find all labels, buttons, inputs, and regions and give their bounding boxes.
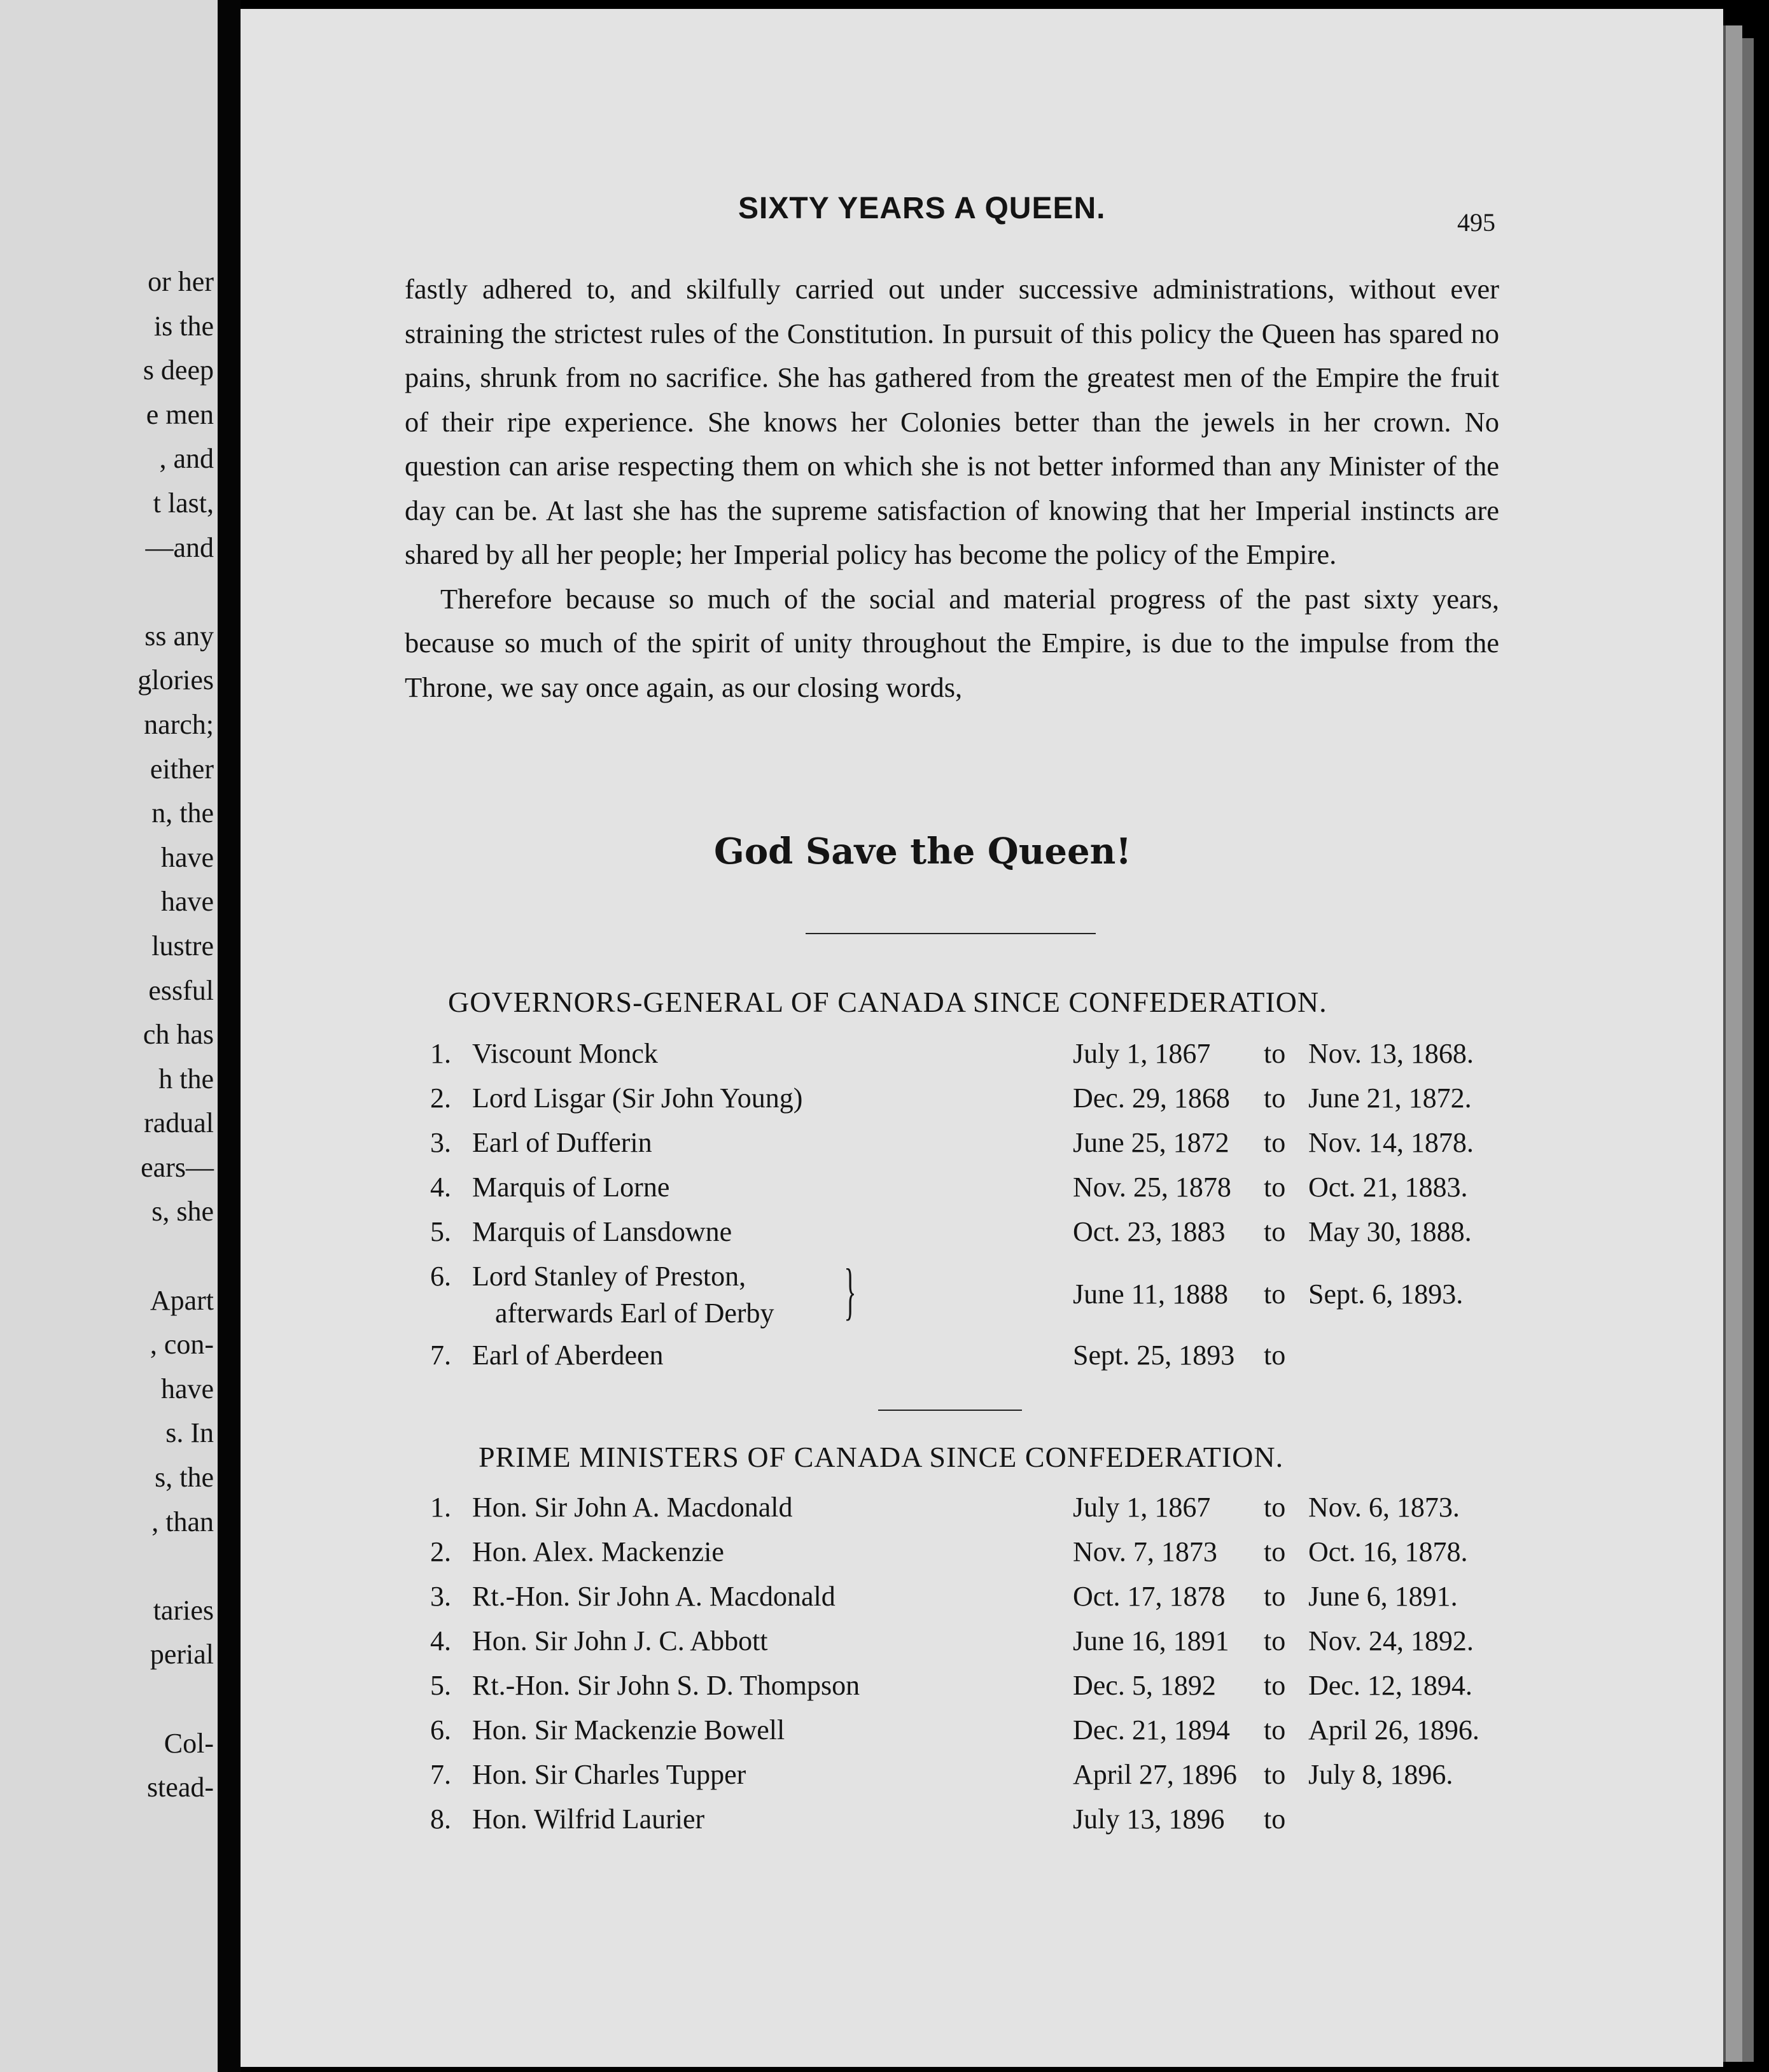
paragraph: fastly adhered to, and skilfully carried out under successive administrations, without ever straining the strictest rules of the Constitution. In pursuit of this policy the Queen has spared no pains, shrunk from no sacrifice. She has gathered from the greatest men of the Empire the fruit of their ripe experience. She knows her Colonies better than the jewels in her crown. No question can arise respecting them on which she is not better informed than any Minister of the day can be. At last she has the supreme satisfaction of knowing that her Imperial instincts are shared by all her people; her Imperial policy has become the policy of the Empire. — [405, 273, 1499, 570]
name-line-2: afterwards Earl of Derby — [495, 1298, 774, 1329]
paragraph: Therefore because so much of the social and material progress of the past sixty years, because so much of the spirit of unity throughout the Empire, is due to the impulse from the Throne, we say once again, as our closing words, — [405, 582, 1499, 703]
item-number: 5. — [430, 1216, 451, 1247]
fragment-line: s. In — [165, 1417, 214, 1449]
fragment-line: h the — [158, 1063, 214, 1095]
term-end: April 26, 1896. — [1308, 1714, 1479, 1746]
term-to-word: to — [1264, 1625, 1286, 1656]
governors-general-list — [430, 1032, 1499, 1378]
item-number: 1. — [430, 1492, 451, 1523]
term-to-word: to — [1264, 1803, 1286, 1835]
name-line: Earl of Aberdeen — [472, 1340, 664, 1371]
term-dates — [1073, 1708, 1479, 1753]
previous-page-fragment — [0, 0, 218, 2072]
name-line: Hon. Sir John A. Macdonald — [472, 1492, 793, 1523]
name-line: Hon. Sir John J. C. Abbott — [472, 1625, 768, 1656]
term-dates — [1073, 1272, 1463, 1317]
item-name — [472, 1258, 774, 1332]
term-dates — [1073, 1121, 1474, 1165]
fragment-line: Col- — [164, 1727, 214, 1759]
list-item — [430, 1619, 1499, 1663]
list-item — [430, 1076, 1499, 1121]
list-item — [430, 1708, 1499, 1753]
fragment-line: have — [160, 886, 214, 918]
fragment-line: have — [160, 1373, 214, 1404]
term-dates — [1073, 1485, 1460, 1530]
term-to-word: to — [1264, 1127, 1286, 1158]
fragment-line: —and — [145, 531, 214, 563]
item-number: 1. — [430, 1038, 451, 1069]
term-start: June 25, 1872 — [1073, 1127, 1229, 1158]
term-start: July 1, 1867 — [1073, 1038, 1211, 1069]
fragment-line: glories — [137, 664, 214, 696]
item-name — [472, 1210, 732, 1254]
name-line: Marquis of Lorne — [472, 1172, 670, 1203]
fragment-line: stead- — [146, 1772, 214, 1803]
term-dates — [1073, 1076, 1472, 1121]
item-number: 4. — [430, 1625, 451, 1656]
term-end: Oct. 21, 1883. — [1308, 1172, 1468, 1203]
item-number: 2. — [430, 1536, 451, 1567]
fragment-line: s, she — [151, 1196, 214, 1228]
book-gutter — [218, 0, 241, 2072]
term-start: Dec. 21, 1894 — [1073, 1714, 1230, 1746]
list-item — [430, 1210, 1499, 1254]
item-number: 3. — [430, 1581, 451, 1612]
term-to-word: to — [1264, 1492, 1286, 1523]
name-line: Lord Lisgar (Sir John Young) — [472, 1082, 803, 1114]
item-name — [472, 1619, 768, 1663]
brace-glyph: } — [844, 1256, 857, 1326]
term-dates — [1073, 1574, 1458, 1619]
fragment-line: ch has — [143, 1019, 214, 1051]
term-start: Nov. 7, 1873 — [1073, 1536, 1217, 1567]
item-number: 2. — [430, 1082, 451, 1114]
term-to-word: to — [1264, 1536, 1286, 1567]
item-number: 5. — [430, 1670, 451, 1701]
fragment-line: t last, — [153, 487, 214, 519]
fragment-line: e men — [146, 398, 214, 430]
term-to-word: to — [1264, 1581, 1286, 1612]
fragment-line: Apart — [150, 1284, 214, 1316]
list-item — [430, 1485, 1499, 1530]
governors-general-title: GOVERNORS-GENERAL OF CANADA SINCE CONFEDERATION. — [448, 986, 1327, 1018]
page-edge-shadow — [1742, 38, 1754, 2062]
body-text — [405, 267, 1499, 710]
term-start: Oct. 23, 1883 — [1073, 1216, 1226, 1247]
term-to-word: to — [1264, 1216, 1286, 1247]
page-edge — [1723, 25, 1742, 2062]
item-number: 6. — [430, 1714, 451, 1746]
fragment-line: is the — [153, 310, 214, 342]
running-head: SIXTY YEARS A QUEEN. — [738, 192, 1106, 225]
fragment-line — [137, 570, 214, 614]
list-item — [430, 1753, 1499, 1797]
prime-ministers-list — [430, 1485, 1499, 1842]
term-end: May 30, 1888. — [1308, 1216, 1472, 1247]
divider — [806, 933, 1096, 934]
item-number: 7. — [430, 1340, 451, 1371]
term-start: Oct. 17, 1878 — [1073, 1581, 1226, 1612]
term-end: Oct. 16, 1878. — [1308, 1536, 1468, 1567]
item-number: 8. — [430, 1803, 451, 1835]
closing-line: God Save the Queen! — [714, 830, 1131, 872]
term-end: Nov. 6, 1873. — [1308, 1492, 1460, 1523]
item-name — [472, 1797, 704, 1842]
fragment-line — [137, 1234, 214, 1278]
term-start: Dec. 29, 1868 — [1073, 1082, 1230, 1114]
name-line: Hon. Sir Charles Tupper — [472, 1759, 746, 1790]
term-to-word: to — [1264, 1340, 1286, 1371]
list-item — [430, 1333, 1499, 1378]
term-start: Nov. 25, 1878 — [1073, 1172, 1231, 1203]
fragment-line: , than — [151, 1506, 214, 1537]
item-name — [472, 1333, 664, 1378]
item-name — [472, 1753, 746, 1797]
item-name — [472, 1032, 658, 1076]
term-dates — [1073, 1165, 1468, 1210]
term-end: Nov. 14, 1878. — [1308, 1127, 1474, 1158]
name-line: Lord Stanley of Preston, — [472, 1261, 746, 1292]
prime-ministers-title: PRIME MINISTERS OF CANADA SINCE CONFEDERATION. — [479, 1441, 1284, 1473]
item-name — [472, 1708, 785, 1753]
list-item — [430, 1530, 1499, 1574]
term-to-word: to — [1264, 1759, 1286, 1790]
term-dates — [1073, 1663, 1472, 1708]
list-item — [430, 1574, 1499, 1619]
fragment-line: ears— — [141, 1151, 214, 1183]
list-item — [430, 1797, 1499, 1842]
fragment-line: s deep — [143, 354, 214, 386]
fragment-line: either — [150, 753, 214, 785]
list-item — [430, 1165, 1499, 1210]
term-end: Dec. 12, 1894. — [1308, 1670, 1472, 1701]
term-start: July 13, 1896 — [1073, 1803, 1225, 1835]
name-line: Rt.-Hon. Sir John S. D. Thompson — [472, 1670, 860, 1701]
term-dates — [1073, 1032, 1474, 1076]
term-dates — [1073, 1619, 1474, 1663]
item-name — [472, 1165, 669, 1210]
term-end: Nov. 13, 1868. — [1308, 1038, 1474, 1069]
fragment-line: , con- — [150, 1329, 214, 1361]
fragment-line: perial — [150, 1639, 214, 1670]
fragment-line: narch; — [144, 708, 214, 740]
divider — [878, 1410, 1022, 1411]
item-name — [472, 1574, 836, 1619]
term-to-word: to — [1264, 1038, 1286, 1069]
item-name — [472, 1121, 652, 1165]
item-number: 4. — [430, 1172, 451, 1203]
term-to-word: to — [1264, 1714, 1286, 1746]
name-line: Hon. Wilfrid Laurier — [472, 1803, 705, 1835]
fragment-line: taries — [153, 1594, 214, 1626]
term-start: Dec. 5, 1892 — [1073, 1670, 1216, 1701]
name-line: Earl of Dufferin — [472, 1127, 652, 1158]
name-line: Rt.-Hon. Sir John A. Macdonald — [472, 1581, 836, 1612]
term-start: June 16, 1891 — [1073, 1625, 1229, 1656]
list-item — [430, 1663, 1499, 1708]
name-line: Viscount Monck — [472, 1038, 658, 1069]
previous-page-text — [137, 260, 214, 1810]
list-item — [430, 1032, 1499, 1076]
term-to-word: to — [1264, 1172, 1286, 1203]
list-item — [430, 1121, 1499, 1165]
term-end: Sept. 6, 1893. — [1308, 1278, 1464, 1310]
fragment-line: ss any — [144, 620, 214, 652]
term-dates — [1073, 1797, 1308, 1842]
name-line: Hon. Alex. Mackenzie — [472, 1536, 724, 1567]
item-name — [472, 1663, 860, 1708]
term-start: June 11, 1888 — [1073, 1278, 1229, 1310]
term-dates — [1073, 1333, 1308, 1378]
fragment-line: n, the — [151, 797, 214, 829]
fragment-line — [137, 1544, 214, 1588]
term-end: July 8, 1896. — [1308, 1759, 1453, 1790]
term-to-word: to — [1264, 1278, 1286, 1310]
term-end: June 21, 1872. — [1308, 1082, 1472, 1114]
name-line: Marquis of Lansdowne — [472, 1216, 732, 1247]
term-to-word: to — [1264, 1082, 1286, 1114]
item-name — [472, 1485, 793, 1530]
term-end: June 6, 1891. — [1308, 1581, 1458, 1612]
fragment-line: lustre — [151, 930, 214, 962]
term-start: April 27, 1896 — [1073, 1759, 1237, 1790]
term-to-word: to — [1264, 1670, 1286, 1701]
item-number: 3. — [430, 1127, 451, 1158]
term-dates — [1073, 1753, 1453, 1797]
fragment-line: s, the — [155, 1462, 214, 1494]
item-number: 7. — [430, 1759, 451, 1790]
list-item — [430, 1254, 1499, 1333]
fragment-line: , and — [159, 443, 214, 475]
item-name — [472, 1530, 724, 1574]
term-end: Nov. 24, 1892. — [1308, 1625, 1474, 1656]
term-start: July 1, 1867 — [1073, 1492, 1211, 1523]
fragment-line — [137, 1677, 214, 1721]
page-number: 495 — [1457, 208, 1495, 237]
term-dates — [1073, 1210, 1472, 1254]
fragment-line: or her — [148, 266, 214, 297]
item-name — [472, 1076, 802, 1121]
term-dates — [1073, 1530, 1468, 1574]
item-number: 6. — [430, 1261, 451, 1292]
term-start: Sept. 25, 1893 — [1073, 1340, 1235, 1371]
fragment-line: radual — [144, 1107, 214, 1139]
fragment-line: have — [160, 841, 214, 873]
fragment-line: essful — [148, 974, 214, 1006]
name-line: Hon. Sir Mackenzie Bowell — [472, 1714, 785, 1746]
